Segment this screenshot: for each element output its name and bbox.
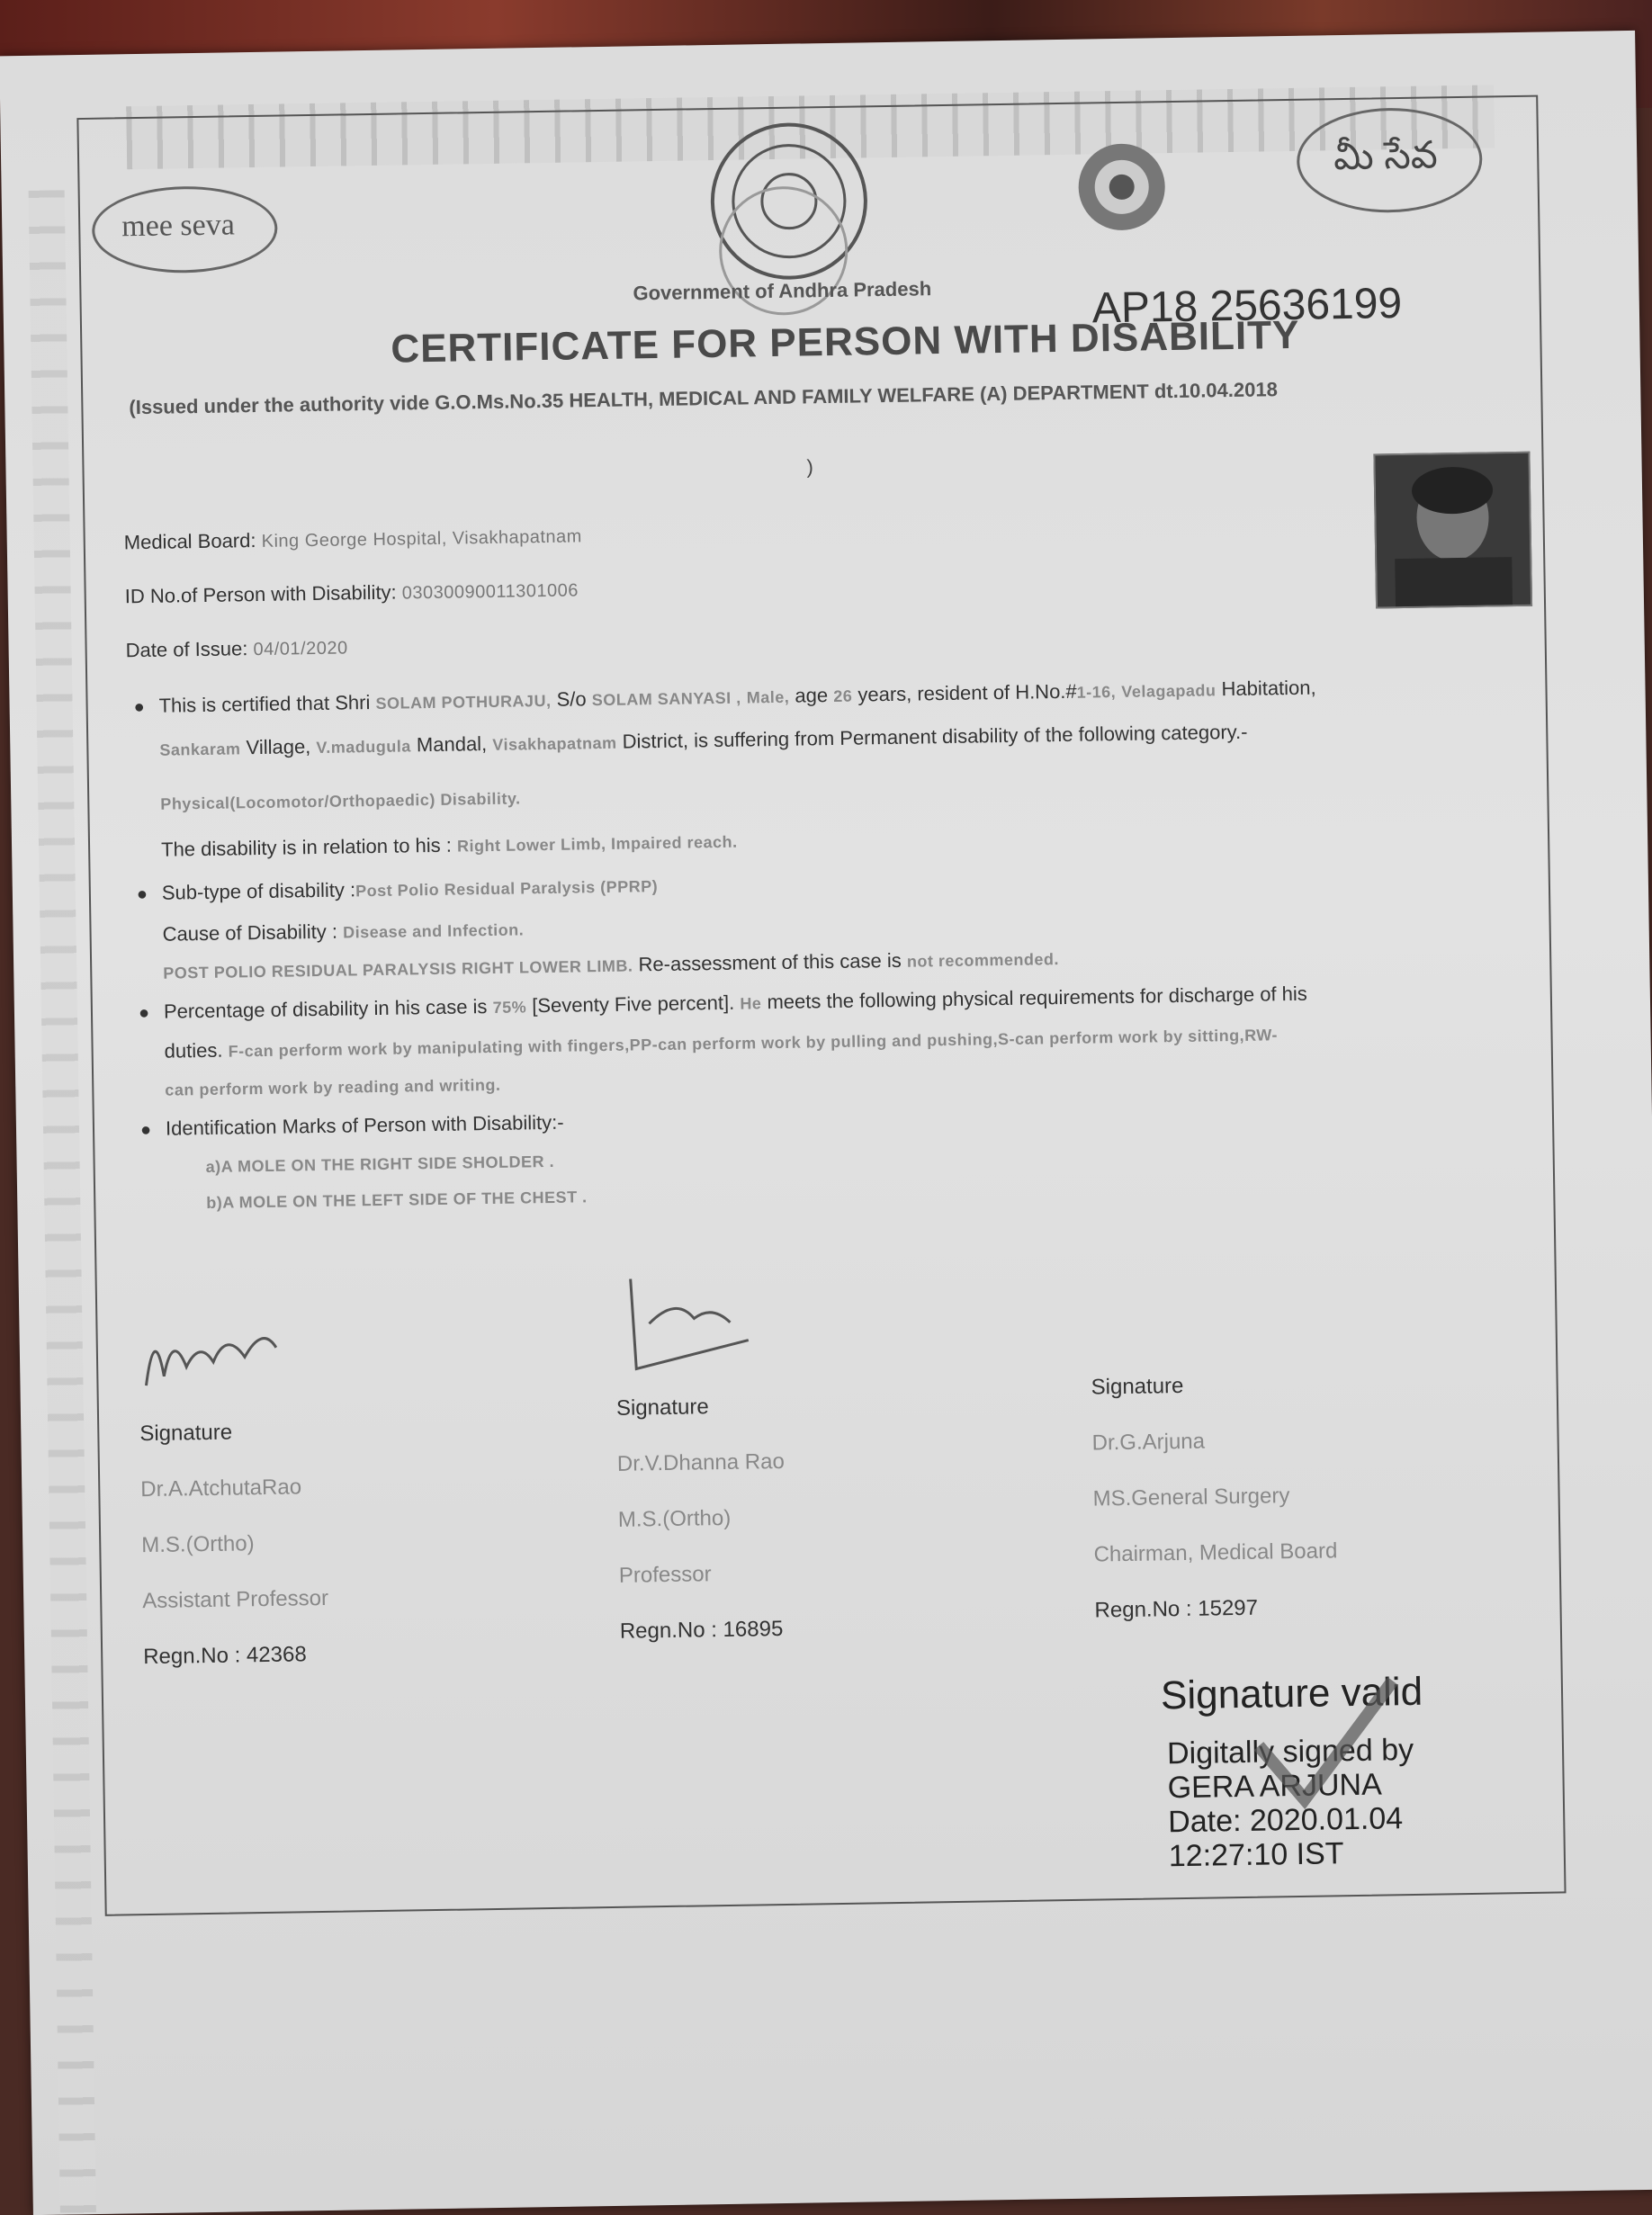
certificate-number: AP18 25636199	[1091, 279, 1403, 333]
requirements-row-2: can perform work by reading and writing.	[165, 1075, 501, 1099]
closing-parenthesis: )	[806, 455, 814, 479]
identification-marks-label: ● Identification Marks of Person with Disability:-	[139, 1110, 564, 1141]
id-value: 03030090011301006	[401, 580, 579, 604]
signatory-1: Signature Dr.A.AtchutaRao M.S.(Ortho) Assistant Professor Regn.No : 42368	[139, 1420, 329, 1670]
disability-category: Physical(Locomotor/Orthopaedic) Disability.	[160, 789, 521, 813]
meeseva-telugu-logo: మీ సేవ	[1296, 107, 1483, 214]
meeseva-logo: mee seva	[92, 185, 278, 274]
date-of-issue-value: 04/01/2020	[253, 638, 348, 660]
signatory-2: Signature Dr.V.Dhanna Rao M.S.(Ortho) Professor Regn.No : 16895	[615, 1394, 786, 1644]
medical-board-row: Medical Board: King George Hospital, Visakhapatnam	[123, 526, 583, 554]
signature-2-scribble	[613, 1268, 768, 1387]
subtype-row: ● Sub-type of disability :Post Polio Residual Paralysis (PPRP)	[136, 877, 659, 905]
medical-board-value: King George Hospital, Visakhapatnam	[261, 526, 583, 552]
government-name: Government of Andhra Pradesh	[633, 277, 932, 305]
signatory-1-name: Dr.A.AtchutaRao	[140, 1475, 302, 1502]
signature-1-scribble	[136, 1312, 290, 1395]
signature-valid-label: Signature valid	[1160, 1669, 1423, 1718]
identification-mark-b: b)A MOLE ON THE LEFT SIDE OF THE CHEST .	[206, 1188, 588, 1212]
diagnosis-row: POST POLIO RESIDUAL PARALYSIS RIGHT LOWER LIMB. Re-assessment of this case is not recommended.	[163, 948, 1060, 982]
signatory-2-name: Dr.V.Dhanna Rao	[616, 1448, 786, 1476]
certificate-paper	[0, 31, 1652, 2215]
issued-under-authority: (Issued under the authority vide G.O.Ms.No.35 HEALTH, MEDICAL AND FAMILY WELFARE (A) DEPARTMENT dt.10.04.2018	[129, 378, 1279, 419]
person-photo	[1373, 452, 1532, 609]
digital-signature-block: Digitally signed by GERA ARJUNA Date: 2020.01.04 12:27:10 IST	[1166, 1732, 1414, 1874]
percentage-row: ● Percentage of disability in his case is 75% [Seventy Five percent]. He meets the following physical requirements for discharge of his	[138, 982, 1307, 1024]
signatory-3: Signature Dr.G.Arjuna MS.General Surgery Chairman, Medical Board Regn.No : 15297	[1091, 1373, 1338, 1623]
certificate-title: CERTIFICATE FOR PERSON WITH DISABILITY	[391, 312, 1300, 372]
id-row: ID No.of Person with Disability: 03030090011301006	[124, 580, 579, 608]
relation-row: The disability is in relation to his : Right Lower Limb, Impaired reach.	[160, 832, 738, 861]
requirements-row-1: duties. F-can perform work by manipulating with fingers,PP-can perform work by pulling and pushing,S-can perform work by sitting,RW-	[164, 1026, 1279, 1063]
percentage-value: 75%	[492, 998, 527, 1017]
state-emblem-icon	[1063, 128, 1181, 247]
identification-mark-a: a)A MOLE ON THE RIGHT SIDE SHOLDER .	[205, 1152, 555, 1176]
signatory-3-name: Dr.G.Arjuna	[1091, 1429, 1206, 1456]
cause-row: Cause of Disability : Disease and Infection.	[162, 919, 525, 946]
checkmark-icon	[1231, 1663, 1414, 1818]
certify-line-1: ● This is certified that Shri SOLAM POTHURAJU, S/o SOLAM SANYASI , Male, age 26 years, resident of H.No.#1-16, Velagapadu Habitation,	[133, 676, 1316, 718]
date-of-issue-row: Date of Issue: 04/01/2020	[125, 637, 348, 662]
certify-line-2: Sankaram Village, V.madugula Mandal, Visakhapatnam District, is suffering from Permanent disability of the following category.-	[159, 720, 1248, 759]
